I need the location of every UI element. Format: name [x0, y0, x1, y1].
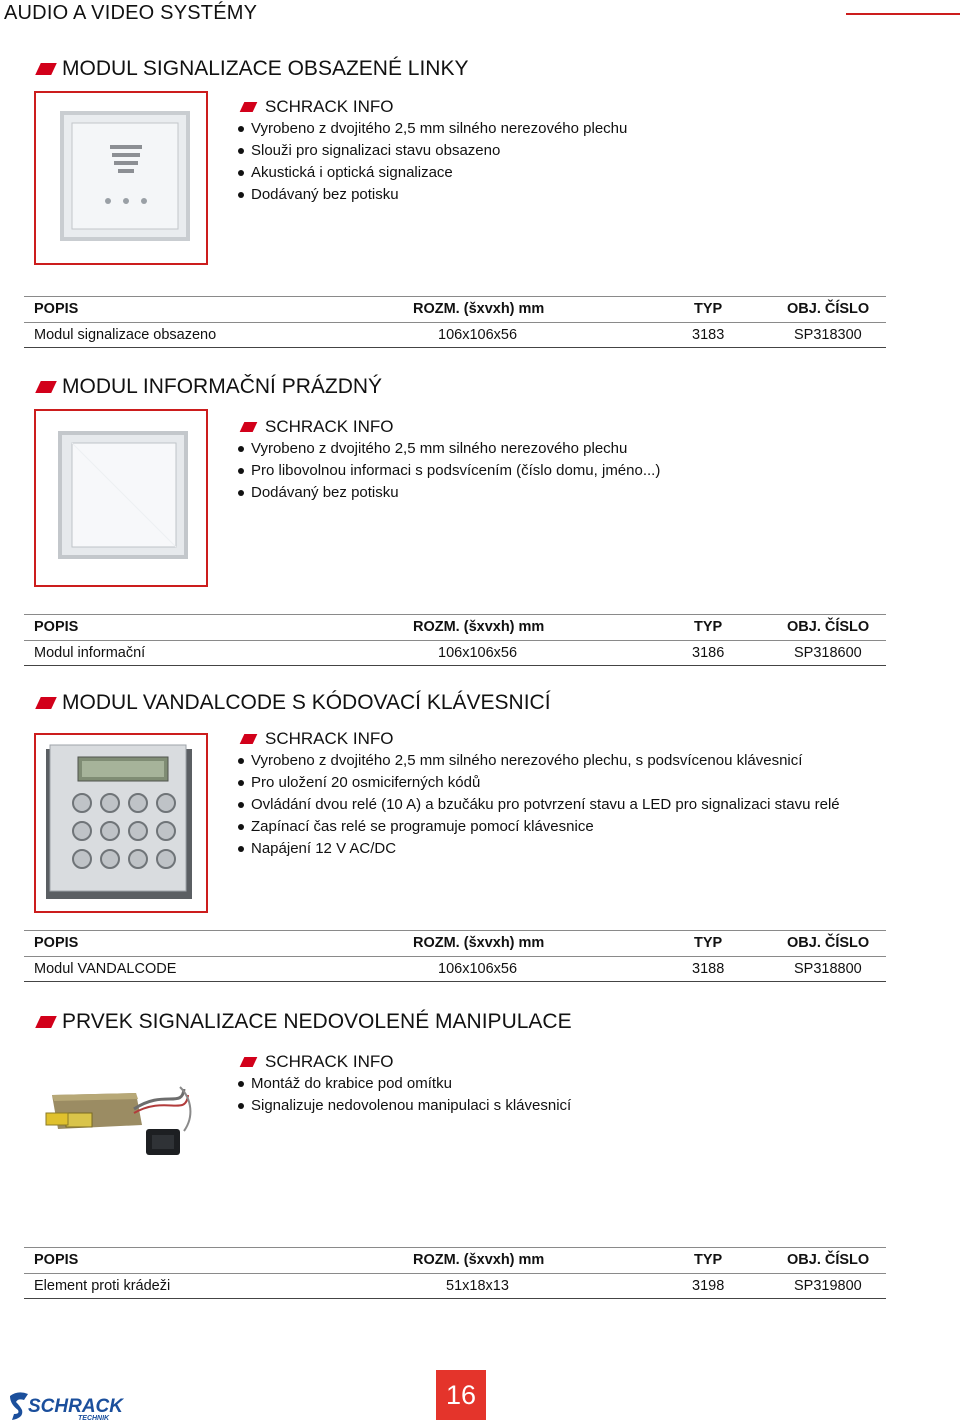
cell-popis: Modul VANDALCODE: [34, 961, 177, 977]
section-obsazeno: [0, 56, 960, 356]
col-header-popis: POPIS: [34, 301, 79, 317]
section-title: MODUL INFORMAČNÍ PRÁZDNÝ: [36, 374, 382, 400]
flag-icon: [240, 422, 258, 432]
col-header-popis: POPIS: [34, 1252, 79, 1268]
col-header-obj: OBJ. ČÍSLO: [787, 301, 870, 317]
flag-icon: [35, 697, 57, 709]
cell-typ: 3188: [692, 961, 725, 977]
list-item: Dodávaný bez potisku: [236, 184, 627, 206]
cell-popis: Modul informační: [34, 645, 146, 661]
page-title: AUDIO A VIDEO SYSTÉMY: [4, 2, 258, 24]
feature-list: [236, 118, 627, 206]
col-header-popis: POPIS: [34, 935, 79, 951]
cell-typ: 3186: [692, 645, 725, 661]
schrack-logo: [8, 1390, 124, 1422]
info-heading: SCHRACK INFO: [236, 1051, 571, 1073]
schrack-info: [236, 416, 660, 504]
page-number: 16: [436, 1370, 486, 1420]
schrack-info: [236, 728, 840, 860]
cell-obj: SP318600: [794, 645, 862, 661]
list-item: Zapínací čas relé se programuje pomocí klávesnice: [236, 816, 840, 838]
cell-obj: SP319800: [794, 1278, 862, 1294]
schrack-info: [236, 1051, 571, 1117]
section-informacni: [0, 374, 960, 674]
feature-list: [236, 1073, 571, 1117]
list-item: Napájení 12 V AC/DC: [236, 838, 840, 860]
info-module-image: [36, 411, 206, 585]
spec-table: [24, 1247, 886, 1299]
col-header-obj: OBJ. ČÍSLO: [787, 619, 870, 635]
logo-subtext: TECHNIK: [78, 1415, 110, 1422]
col-header-typ: TYP: [694, 1252, 723, 1268]
feature-list: [236, 750, 840, 860]
feature-list: [236, 438, 660, 504]
col-header-rozm: ROZM. (šxvxh) mm: [413, 1252, 545, 1268]
info-heading: SCHRACK INFO: [236, 416, 660, 438]
section-vandalcode: [0, 690, 960, 990]
col-header-typ: TYP: [694, 935, 723, 951]
col-header-popis: POPIS: [34, 619, 79, 635]
list-item: Akustická i optická signalizace: [236, 162, 627, 184]
cell-rozm: 106x106x56: [438, 961, 518, 977]
schrack-info: [236, 96, 627, 206]
flag-icon: [35, 381, 57, 393]
section-title: MODUL SIGNALIZACE OBSAZENÉ LINKY: [36, 56, 469, 82]
keypad-module-image: [36, 735, 206, 911]
col-header-rozm: ROZM. (šxvxh) mm: [413, 935, 545, 951]
list-item: Pro libovolnou informaci s podsvícením (číslo domu, jméno...): [236, 460, 660, 482]
list-item: Dodávaný bez potisku: [236, 482, 660, 504]
section-title: MODUL VANDALCODE S KÓDOVACÍ KLÁVESNICÍ: [36, 690, 551, 716]
cell-obj: SP318300: [794, 327, 862, 343]
flag-icon: [35, 63, 57, 75]
list-item: Slouži pro signalizaci stavu obsazeno: [236, 140, 627, 162]
cell-popis: Modul signalizace obsazeno: [34, 327, 217, 343]
section-title: PRVEK SIGNALIZACE NEDOVOLENÉ MANIPULACE: [36, 1009, 572, 1035]
cell-popis: Element proti krádeži: [34, 1278, 171, 1294]
flag-icon: [240, 1057, 258, 1067]
col-header-rozm: ROZM. (šxvxh) mm: [413, 301, 545, 317]
list-item: Signalizuje nedovolenou manipulaci s klávesnicí: [236, 1095, 571, 1117]
product-image-frame: [34, 1069, 208, 1189]
flag-icon: [240, 734, 258, 744]
list-item: Vyrobeno z dvojitého 2,5 mm silného nerezového plechu: [236, 118, 627, 140]
cell-rozm: 51x18x13: [446, 1278, 509, 1294]
tamper-element-image: [34, 1069, 208, 1189]
list-item: Montáž do krabice pod omítku: [236, 1073, 571, 1095]
busy-module-image: [36, 93, 206, 263]
list-item: Pro uložení 20 osmiciferných kódů: [236, 772, 840, 794]
product-image-frame: [34, 733, 208, 913]
cell-rozm: 106x106x56: [438, 327, 518, 343]
product-image-frame: [34, 91, 208, 265]
cell-rozm: 106x106x56: [438, 645, 518, 661]
spec-table: [24, 614, 886, 666]
info-heading: SCHRACK INFO: [236, 96, 627, 118]
flag-icon: [240, 102, 258, 112]
col-header-obj: OBJ. ČÍSLO: [787, 935, 870, 951]
page-header: [0, 0, 960, 30]
cell-typ: 3198: [692, 1278, 725, 1294]
col-header-typ: TYP: [694, 619, 723, 635]
section-manipulace: [0, 1009, 960, 1309]
col-header-obj: OBJ. ČÍSLO: [787, 1252, 870, 1268]
cell-typ: 3183: [692, 327, 725, 343]
spec-table: [24, 930, 886, 982]
cell-obj: SP318800: [794, 961, 862, 977]
list-item: Vyrobeno z dvojitého 2,5 mm silného nerezového plechu, s podsvícenou klávesnicí: [236, 750, 840, 772]
info-heading: SCHRACK INFO: [236, 728, 840, 750]
product-image-frame: [34, 409, 208, 587]
header-accent-rule: [846, 13, 960, 15]
logo-text: SCHRACK: [28, 1396, 123, 1417]
list-item: Ovládání dvou relé (10 A) a bzučáku pro potvrzení stavu a LED pro signalizaci stavu relé: [236, 794, 840, 816]
flag-icon: [35, 1016, 57, 1028]
col-header-typ: TYP: [694, 301, 723, 317]
spec-table: [24, 296, 886, 348]
col-header-rozm: ROZM. (šxvxh) mm: [413, 619, 545, 635]
list-item: Vyrobeno z dvojitého 2,5 mm silného nerezového plechu: [236, 438, 660, 460]
